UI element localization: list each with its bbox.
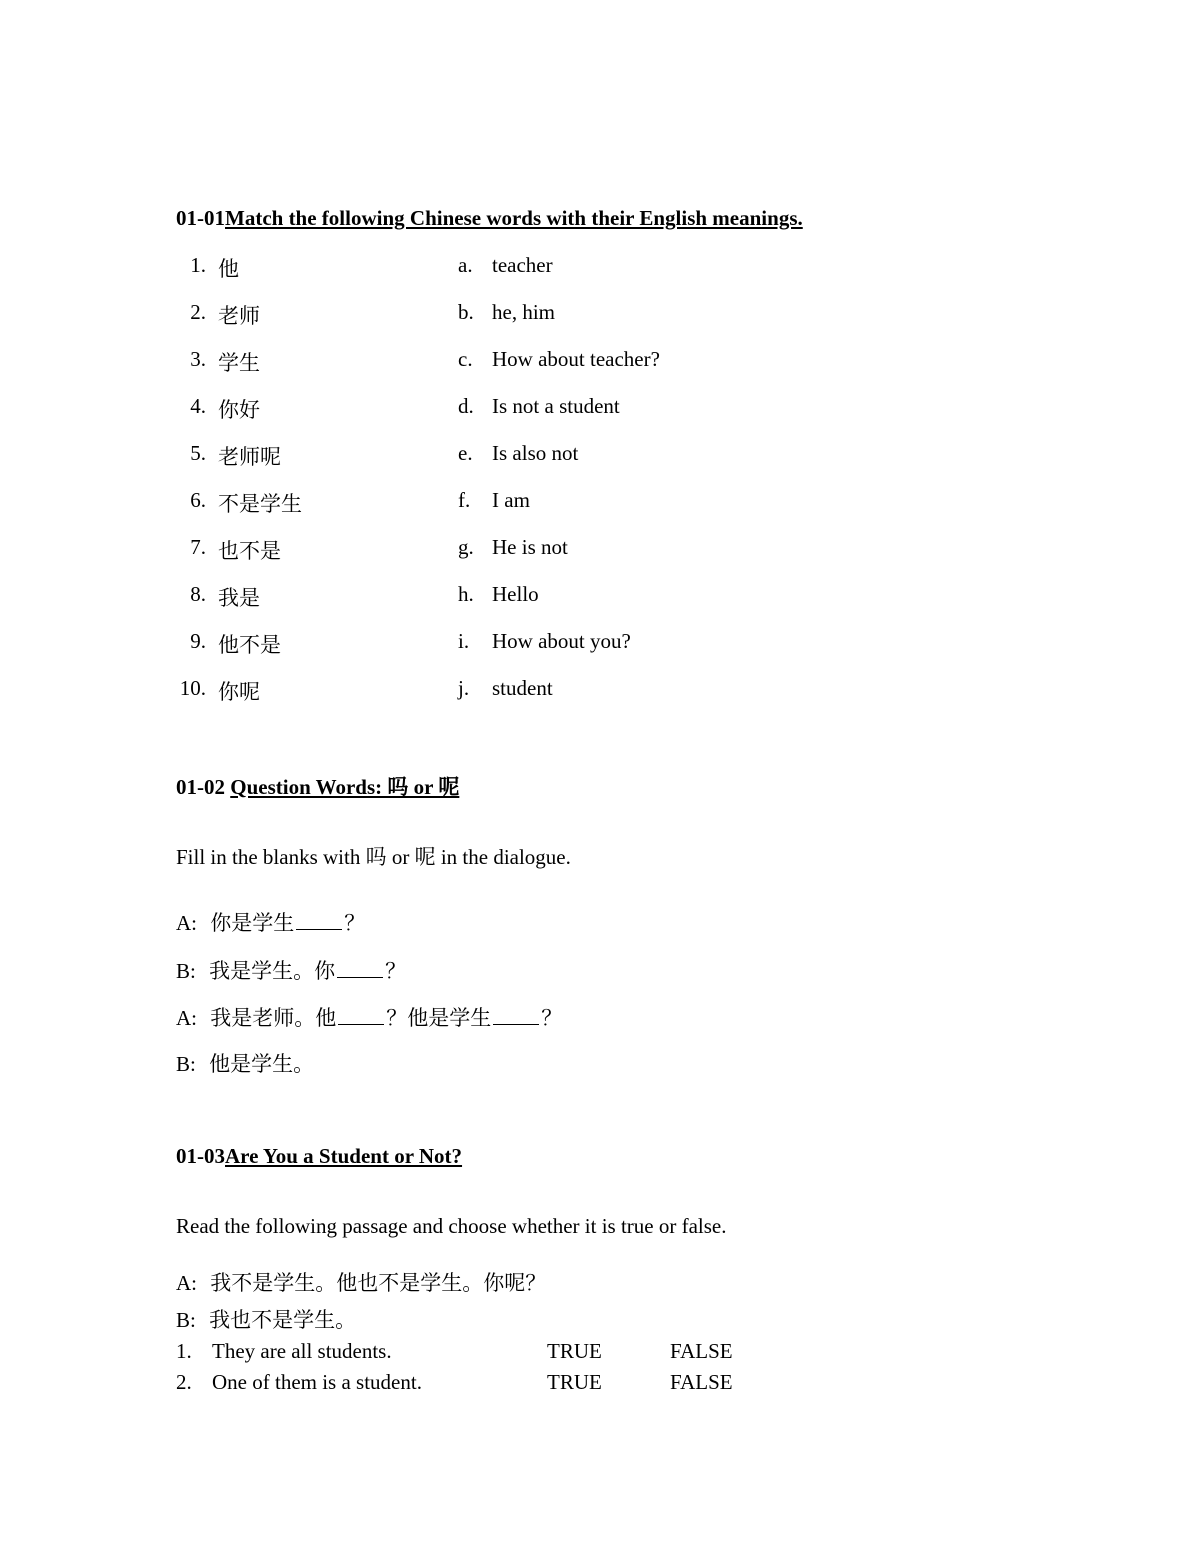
section-2-heading [176,771,459,801]
match-item-word: 你好 [218,398,260,422]
false-option[interactable]: FALSE [670,1370,733,1394]
match-item-word: 不是学生 [218,492,302,516]
match-item-word: 老师 [218,304,260,328]
match-item-number: 10. [179,676,206,700]
speaker-label: A: [176,911,197,935]
section-2-number: 01-02 [176,775,225,799]
true-option[interactable]: TRUE [547,1339,602,1363]
section-2-title: Question Words: 吗 or 呢 [230,775,460,799]
answer-blank[interactable] [296,911,342,930]
statement-text: One of them is a student. [212,1370,422,1394]
answer-blank[interactable] [337,959,383,978]
passage-text: 我也不是学生。 [209,1308,357,1332]
match-item-meaning: he, him [492,300,555,324]
match-item-letter: a. [458,253,473,277]
passage-text: 我不是学生。他也不是学生。你呢？ [210,1271,547,1295]
dialogue-text: ？ [344,911,366,935]
match-item-word: 我是 [218,586,260,610]
match-item-word: 学生 [218,351,260,375]
dialogue-line [176,955,406,985]
match-item-word: 老师呢 [218,445,281,469]
match-item-number: 5. [190,441,206,465]
dialogue-line [176,907,365,937]
match-item-number: 1. [190,253,206,277]
match-item-word: 你呢 [218,680,260,704]
match-item-word: 他不是 [218,633,281,657]
match-item-meaning: How about teacher? [492,347,660,371]
match-item-word: 也不是 [218,539,281,563]
match-item-meaning: How about you? [492,629,631,653]
match-item-meaning: teacher [492,253,553,277]
match-item-number: 9. [190,629,206,653]
answer-blank[interactable] [493,1006,539,1025]
match-item-number: 6. [190,488,206,512]
match-item-letter: i. [458,629,470,653]
section-1-title: Match the following Chinese words with their English meanings. [225,206,803,230]
dialogue-text: 他是学生。 [209,1052,315,1076]
speaker-label: B: [176,959,196,983]
match-item-meaning: Is also not [492,441,579,465]
match-item-letter: f. [458,488,471,512]
true-option[interactable]: TRUE [547,1370,602,1394]
section-2-instruction: Fill in the blanks with 吗 or 呢 in the dialogue. [176,845,571,869]
section-1-number: 01-01 [176,206,225,230]
section-3-number: 01-03 [176,1144,225,1168]
match-item-letter: c. [458,347,473,371]
match-item-letter: j. [458,676,470,700]
match-item-meaning: He is not [492,535,568,559]
section-3-title: Are You a Student or Not? [225,1144,463,1168]
match-item-meaning: I am [492,488,530,512]
passage-line [176,1304,356,1334]
statement-text: They are all students. [212,1339,392,1363]
dialogue-text: ？ [385,959,407,983]
match-item-letter: e. [458,441,473,465]
speaker-label: B: [176,1308,196,1332]
dialogue-line [176,1048,314,1078]
false-option[interactable]: FALSE [670,1339,733,1363]
dialogue-text: ？他是学生 [386,1006,492,1030]
match-item-number: 8. [190,582,206,606]
section-1-heading [176,206,803,231]
dialogue-text: ？ [541,1006,563,1030]
dialogue-text: 我是学生。你 [209,959,336,983]
match-item-letter: h. [458,582,474,606]
match-item-meaning: Is not a student [492,394,620,418]
statement-number: 2. [176,1370,192,1394]
match-item-number: 3. [190,347,206,371]
match-item-meaning: Hello [492,582,539,606]
dialogue-text: 我是老师。他 [210,1006,337,1030]
speaker-label: A: [176,1006,197,1030]
match-item-number: 2. [190,300,206,324]
match-item-meaning: student [492,676,553,700]
speaker-label: B: [176,1052,196,1076]
match-item-letter: d. [458,394,474,418]
passage-line [176,1267,546,1297]
statement-number: 1. [176,1339,192,1363]
match-item-word: 他 [218,257,239,281]
match-item-letter: b. [458,300,474,324]
section-3-heading [176,1144,462,1169]
dialogue-text: 你是学生 [210,911,295,935]
answer-blank[interactable] [338,1006,384,1025]
speaker-label: A: [176,1271,197,1295]
match-item-number: 7. [190,535,206,559]
dialogue-line [176,1002,562,1032]
match-item-letter: g. [458,535,474,559]
match-item-number: 4. [190,394,206,418]
section-3-instruction: Read the following passage and choose whether it is true or false. [176,1214,727,1238]
